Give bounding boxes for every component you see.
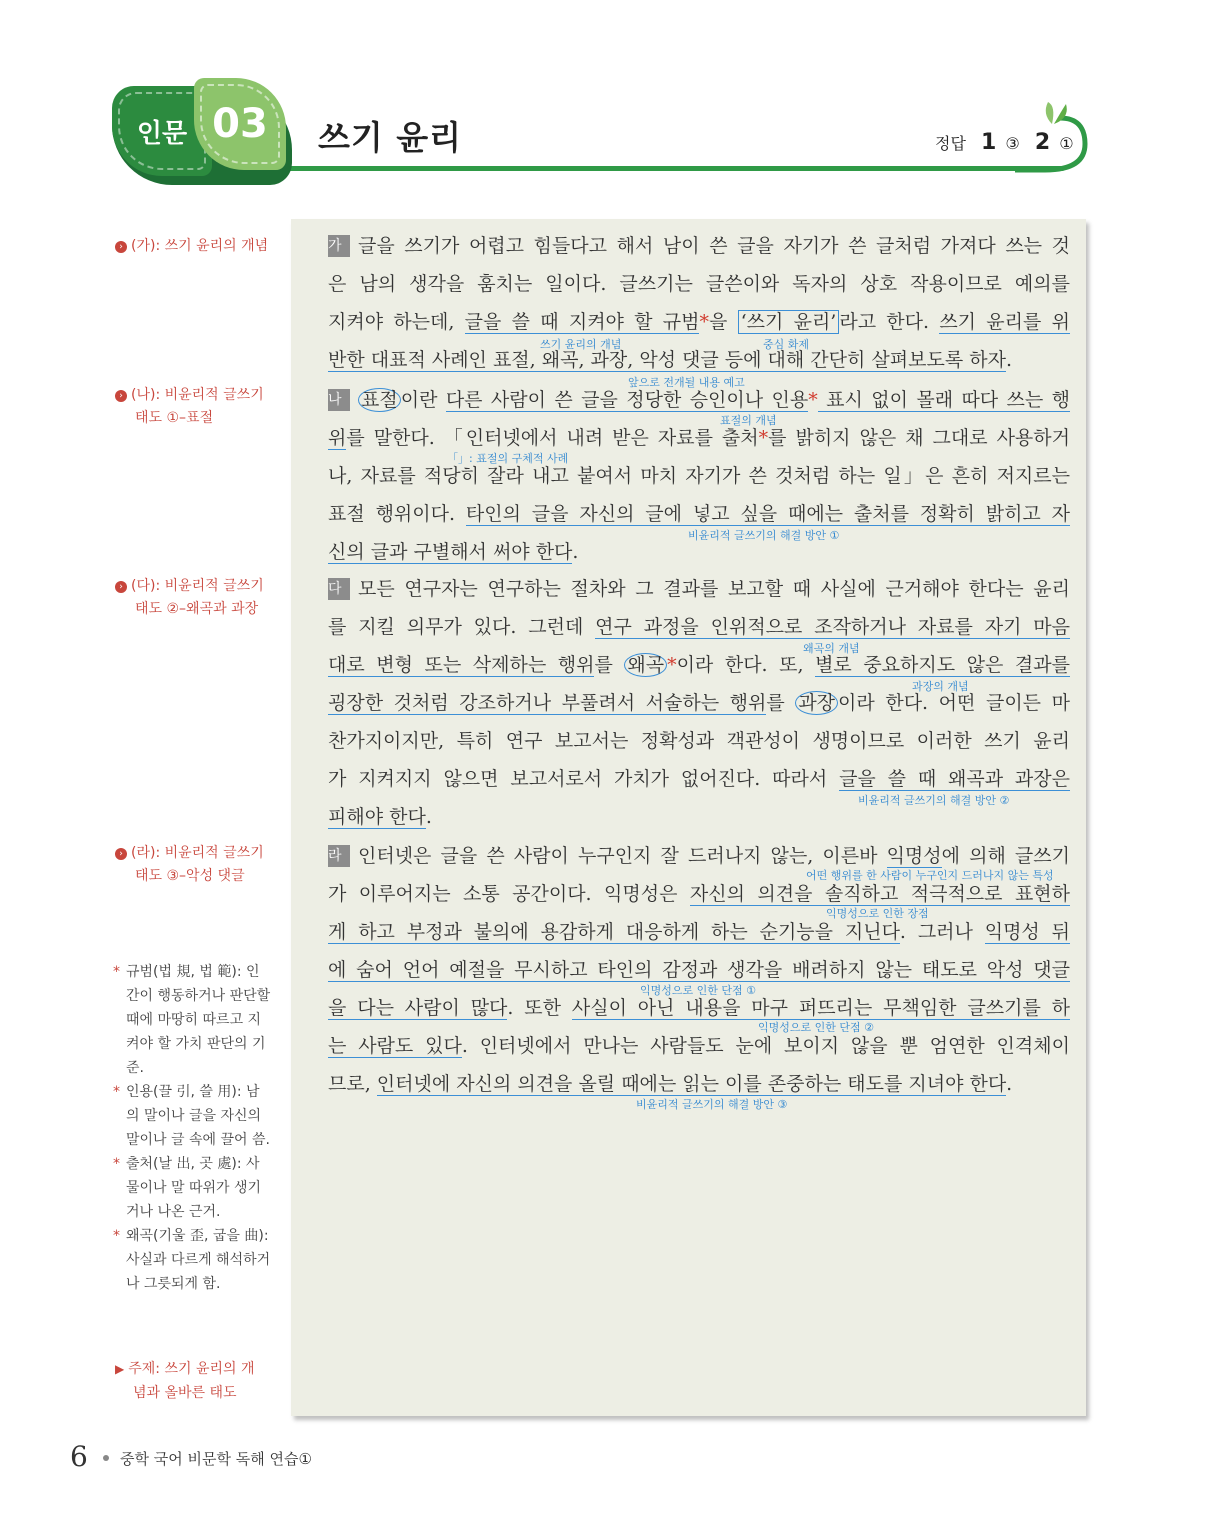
leaf-icon xyxy=(1038,96,1068,126)
book-title: 중학 국어 비문학 독해 연습① xyxy=(120,1450,312,1468)
annotation: 비윤리적 글쓰기의 해결 방안 ② xyxy=(858,794,1010,807)
glossary-item: * 왜곡(기울 歪, 굽을 曲): 사실과 다르게 해석하거나 그릇되게 함. xyxy=(113,1228,271,1292)
category-badge: 인문 xyxy=(112,86,212,176)
unit-number-badge: 03 xyxy=(194,78,286,170)
side-note-da: › (다): 비윤리적 글쓰기 태도 ②–왜곡과 과장 xyxy=(115,575,275,621)
glossary-item: * 인용(끌 引, 쓸 用): 남의 말이나 글을 자신의 말이나 글 속에 끌어 씀. xyxy=(113,1084,270,1148)
bullet-icon: › xyxy=(115,848,127,860)
side-note-ga: › (가): 쓰기 윤리의 개념 xyxy=(115,235,275,258)
page-number: 6 xyxy=(70,1440,88,1473)
paragraph-mark-da: 다 xyxy=(328,578,350,600)
paragraph-ra: 라 인터넷은 글을 쓴 사람이 누구인지 잘 드러나지 않는, 이른바 익명성에 의해 글쓰기 가 이루어지는 소통 공간이다. 익명성은 자신의 의견을 솔직하고 적극적으로 표현하 게 하고 부정과 불의에 용감하게 대응하게 하는 순기능을 지닌다. 그러나 익명성 뒤 에 숨어 언어 예절을 무시하고 타인의 감정과 생각을 배려하지 않는 태도로 악성 댓글 을 다는 사람이 많다. 또한 사실이 아닌 내용을 마구 퍼뜨리는 무책임한 글쓰기를 하 는 사람도 있다. 인터넷에서 만나는 사람들도 눈에 보이지 않을 뿐 엄연한 인격체이 므로, 인터넷에 자신의 의견을 올릴 때에는 읽는 이를 존중하는 태도를 지녀야 한다. xyxy=(328,845,1071,1095)
glossary-item: * 규범(법 規, 법 範): 인간이 행동하거나 판단할 때에 마땅히 따르고 지켜야 할 가치 판단의 기준. xyxy=(113,964,271,1076)
glossary xyxy=(113,960,273,1296)
annotation: 과장의 개념 xyxy=(912,680,969,693)
theme-note: ▶ 주제: 쓰기 윤리의 개 념과 올바른 태도 xyxy=(115,1361,255,1401)
bullet-icon: › xyxy=(115,241,127,253)
answer-q1-choice: ③ xyxy=(1005,134,1020,153)
annotation: 왜곡의 개념 xyxy=(803,642,860,655)
answer-q1-number: 1 xyxy=(981,130,997,155)
annotation: 중심 화제 xyxy=(763,338,810,351)
page-title: 쓰기 윤리 xyxy=(318,118,463,157)
side-note-na: › (나): 비윤리적 글쓰기 태도 ①–표절 xyxy=(115,384,275,430)
paragraph-mark-ga: 가 xyxy=(328,235,350,257)
answer-q2-choice: ① xyxy=(1059,134,1074,153)
annotation: 익명성으로 인한 장점 xyxy=(826,907,929,920)
paragraph-na: 나 표절 이란 다른 사람이 쓴 글을 정당한 승인이나 인용* 표시 없이 몰래 따다 쓰는 행 위를 말한다. 「인터넷에서 내려 받은 자료를 출처*를 밝히지 않은 채 그대로 사용하거 나, 자료를 적당히 잘라 내고 붙여서 마치 자기가 쓴 것처럼 하는 일」은 흔히 저지르는 표절 행위이다. 타인의 글을 자신의 글에 넣고 싶을 때에는 출처를 정확히 밝히고 자 신의 글과 구별해서 써야 한다. xyxy=(328,389,1071,563)
annotation: 앞으로 전개될 내용 예고 xyxy=(628,376,745,389)
annotation: 비윤리적 글쓰기의 해결 방안 ③ xyxy=(636,1098,788,1111)
side-note-ra: › (라): 비윤리적 글쓰기 태도 ③–악성 댓글 xyxy=(115,842,275,888)
triangle-icon: ▶ xyxy=(115,1362,125,1376)
annotation: 어떤 행위를 한 사람이 누구인지 드러나지 않는 특성 xyxy=(806,869,1054,882)
paragraph-mark-ra: 라 xyxy=(328,845,350,867)
annotation: 쓰기 윤리의 개념 xyxy=(540,338,622,351)
glossary-item: * 출처(날 出, 곳 處): 사물이나 말 따위가 생기거나 나온 근거. xyxy=(113,1156,262,1220)
paragraph-da: 다 모든 연구자는 연구하는 절차와 그 결과를 보고할 때 사실에 근거해야 한다는 윤리 를 지킬 의무가 있다. 그런데 연구 과정을 인위적으로 조작하거나 자료를 자기 마음 대로 변형 또는 삭제하는 행위를 왜곡 *이라 한다. 또, 별로 중요하지도 않은 결과를 굉장한 것처럼 강조하거나 부풀려서 서술하는 행위를 과장 이라 한다. 어떤 글이든 마 찬가지이지만, 특히 연구 보고서는 정확성과 객관성이 생명이므로 이러한 쓰기 윤리 가 지켜지지 않으면 보고서로서 가치가 없어진다. 따라서 글을 쓸 때 왜곡과 과장은 피해야 한다. xyxy=(328,578,1070,828)
answer-q2-number: 2 xyxy=(1034,130,1051,155)
answer-key xyxy=(935,130,1074,155)
bullet-icon: › xyxy=(115,390,127,402)
footer-bullet-icon xyxy=(103,1455,109,1461)
annotation: 익명성으로 인한 단점 ① xyxy=(640,984,756,997)
annotation: 「」: 표절의 구체적 사례 xyxy=(447,452,569,465)
paragraph-ga: 가 글을 쓰기가 어렵고 힘들다고 해서 남이 쓴 글을 자기가 쓴 글처럼 가져다 쓰는 것 은 남의 생각을 훔치는 일이다. 글쓰기는 글쓴이와 독자의 상호 작용이므로 예의를 지켜야 하는데, 글을 쓸 때 지켜야 할 규범*을 ‘쓰기 윤리’ 라고 한다. 쓰기 윤리를 위 반한 대표적 사례인 표절, 왜곡, 과장, 악성 댓글 등에 대해 간단히 살펴보도록 하자. xyxy=(328,235,1070,371)
annotation: 비윤리적 글쓰기의 해결 방안 ① xyxy=(688,529,840,542)
annotation: 표절의 개념 xyxy=(720,414,777,427)
annotation: 익명성으로 인한 단점 ② xyxy=(758,1021,874,1034)
paragraph-mark-na: 나 xyxy=(328,389,350,411)
answer-label: 정답 xyxy=(935,134,966,153)
bullet-icon: › xyxy=(115,581,127,593)
